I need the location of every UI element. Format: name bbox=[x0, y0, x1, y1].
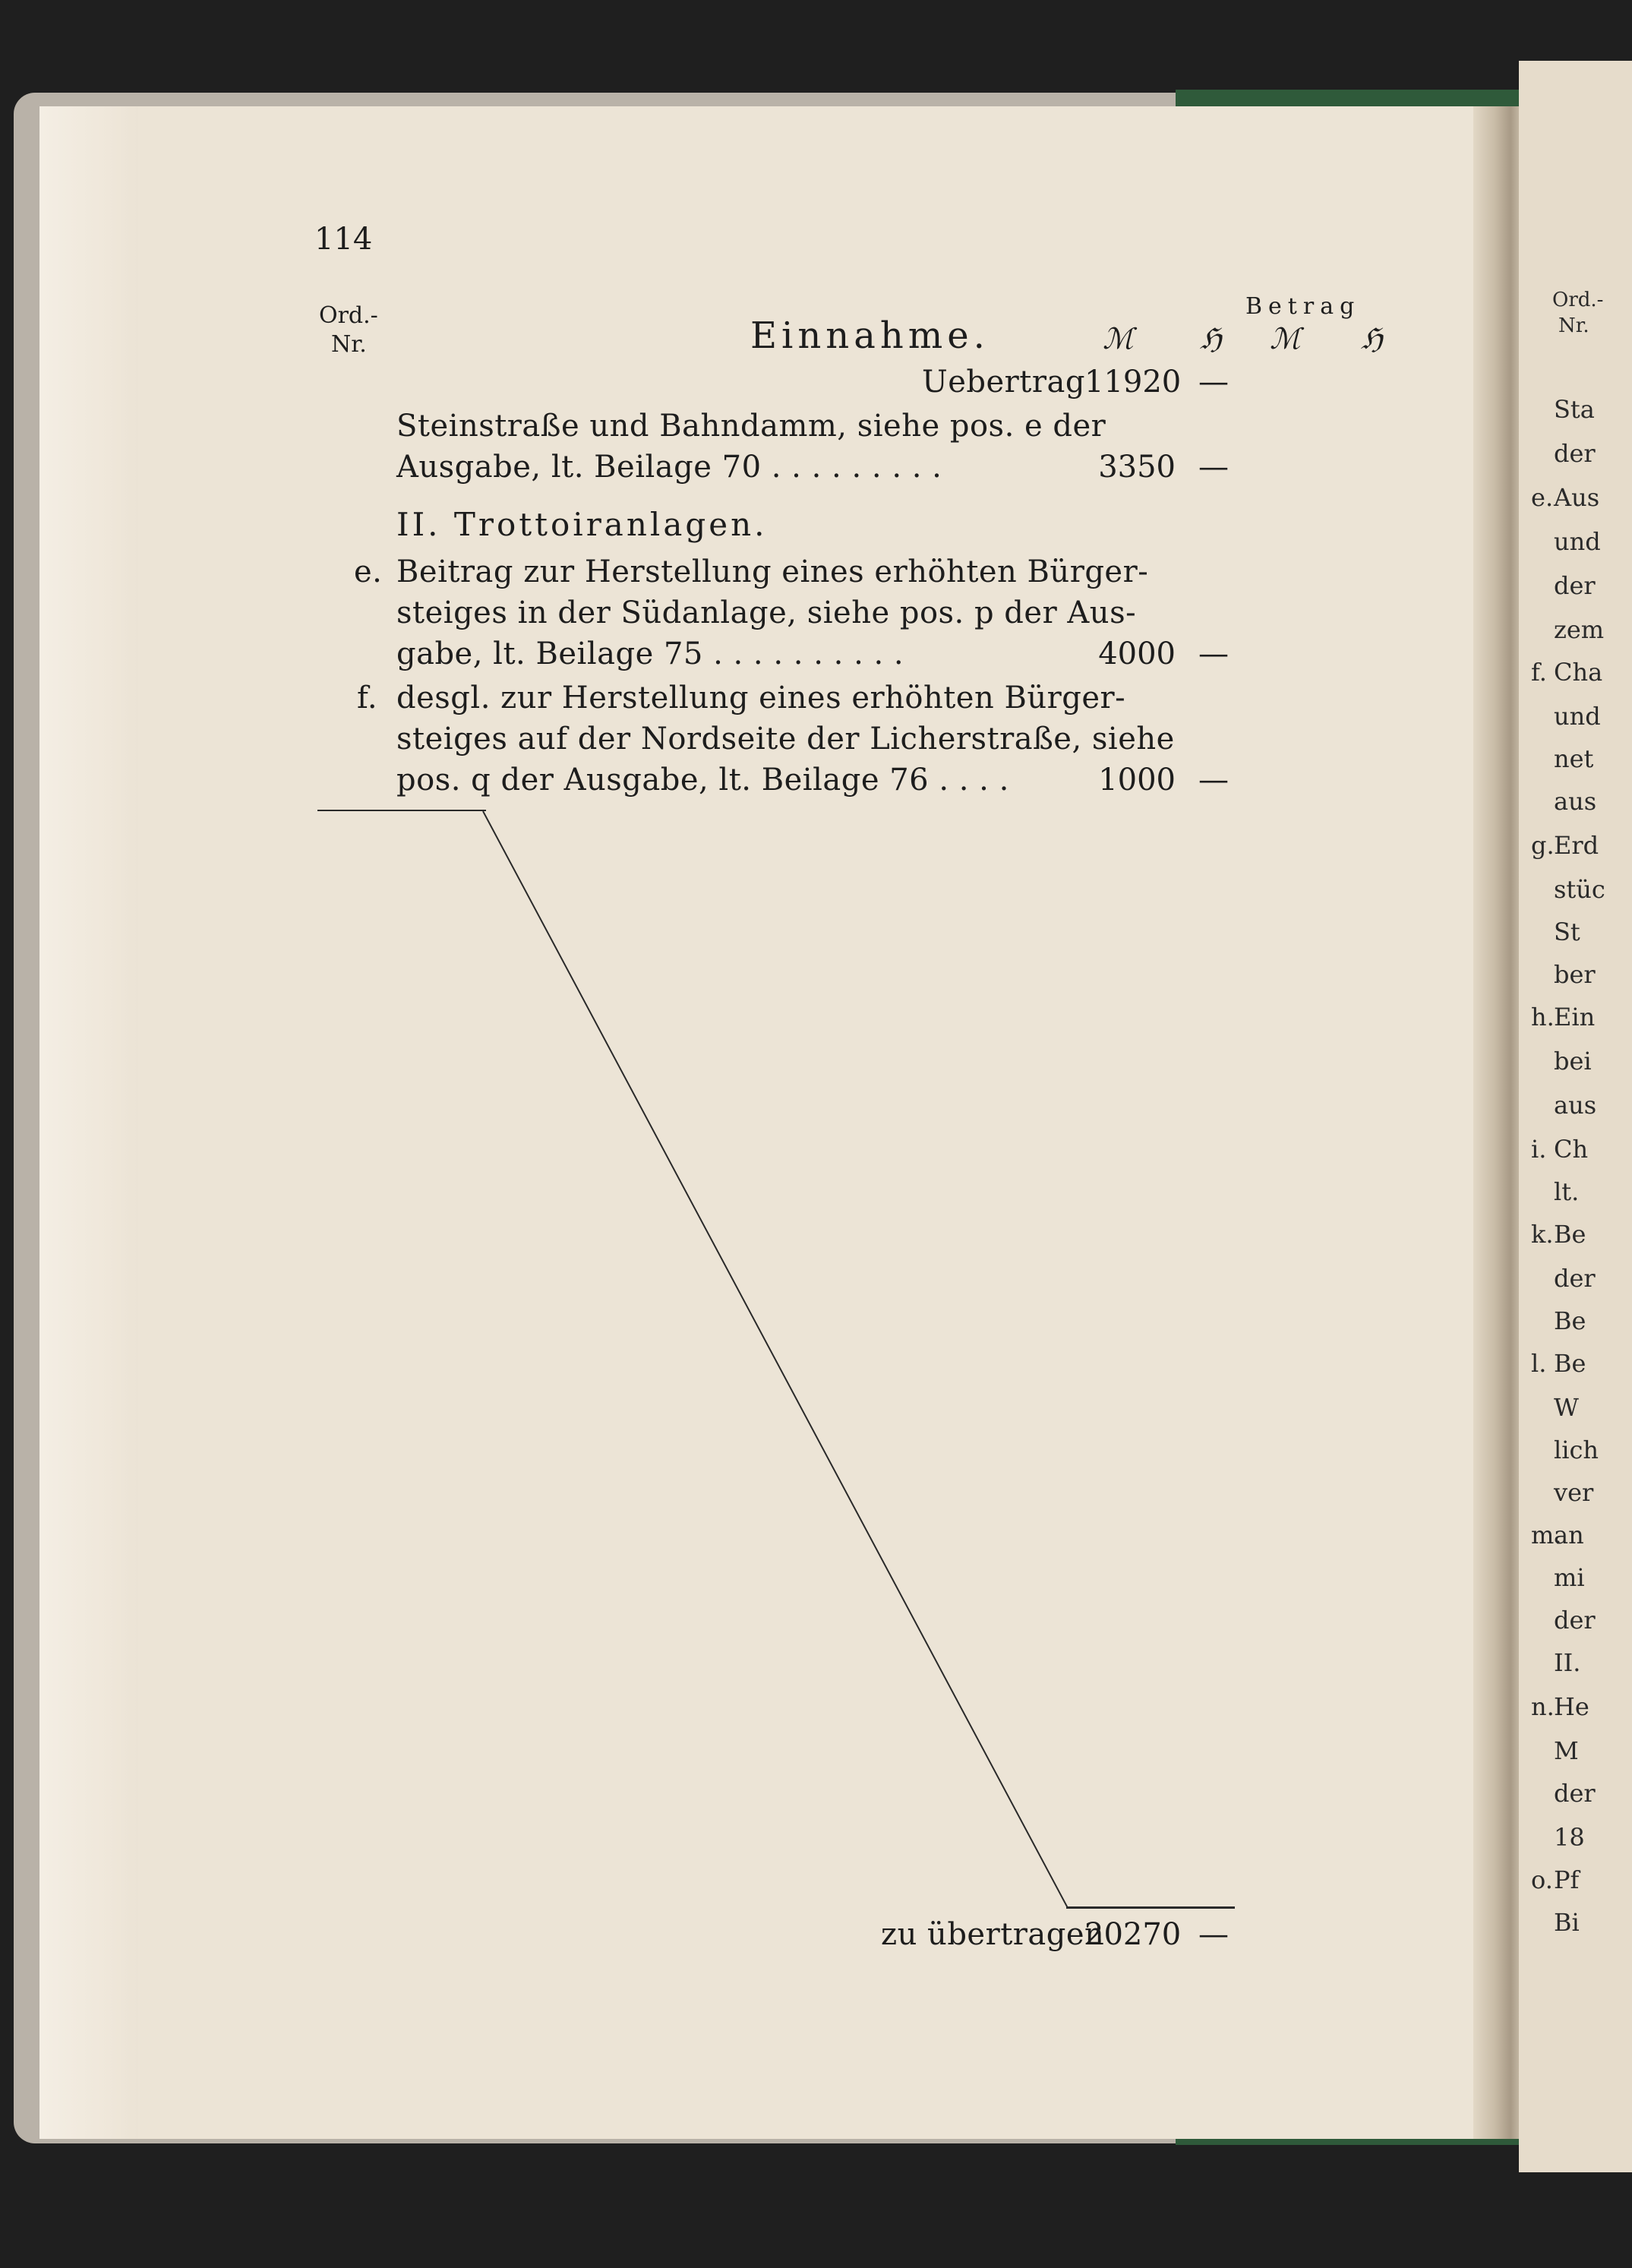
right-letter: h. bbox=[1531, 1003, 1555, 1031]
entry-e-line-1: Beitrag zur Herstellung eines erhöhten Bürger- bbox=[396, 554, 1149, 589]
steinstrasse-line-1: Steinstraße und Bahndamm, siehe pos. e der bbox=[396, 409, 1106, 444]
right-fragment: Be bbox=[1554, 1220, 1586, 1249]
right-letter: i. bbox=[1531, 1135, 1547, 1164]
right-fragment: St bbox=[1554, 918, 1580, 946]
ord-nr-label-2: Nr. bbox=[331, 331, 367, 358]
carry-label: zu übertragen bbox=[881, 1917, 1105, 1952]
right-fragment: bei bbox=[1554, 1047, 1592, 1076]
right-fragment: 18 bbox=[1554, 1823, 1585, 1852]
right-letter: l. bbox=[1531, 1349, 1547, 1378]
right-fragment: ber bbox=[1554, 960, 1596, 989]
right-fragment: aus bbox=[1554, 787, 1597, 816]
right-fragment: der bbox=[1554, 439, 1596, 468]
uebertrag-value: 11920 bbox=[1084, 365, 1182, 400]
uebertrag-dash: — bbox=[1198, 365, 1230, 400]
steinstrasse-value: 3350 bbox=[1098, 450, 1176, 485]
right-fragment: und bbox=[1554, 527, 1601, 556]
right-fragment: Be bbox=[1554, 1306, 1586, 1335]
ord-nr-label-1: Ord.- bbox=[319, 302, 378, 329]
right-fragment: lich bbox=[1554, 1436, 1599, 1464]
right-fragment: Sta bbox=[1554, 395, 1595, 424]
steinstrasse-dash: — bbox=[1198, 450, 1230, 485]
right-fragment: mi bbox=[1554, 1563, 1585, 1592]
unit-mark-header: ℳ bbox=[1103, 322, 1134, 355]
right-letter: k. bbox=[1531, 1220, 1554, 1249]
right-fragment: Bi bbox=[1554, 1908, 1580, 1937]
right-fragment: lt. bbox=[1554, 1177, 1580, 1206]
entry-e-letter: e. bbox=[354, 554, 383, 589]
unit-pf-header-2: ℌ bbox=[1361, 322, 1383, 355]
page-number: 114 bbox=[314, 222, 373, 257]
entry-f-letter: f. bbox=[357, 681, 378, 715]
right-fragment: Aus bbox=[1554, 483, 1600, 512]
entry-f-line-2: steiges auf der Nordseite der Licherstraße, siehe bbox=[396, 722, 1175, 757]
entry-f-dash: — bbox=[1198, 763, 1230, 798]
right-fragment: M bbox=[1554, 1736, 1579, 1765]
right-fragment: der bbox=[1554, 1606, 1596, 1635]
right-fragment: aus bbox=[1554, 1091, 1597, 1120]
right-letter: g. bbox=[1531, 831, 1555, 860]
entry-e-dash: — bbox=[1198, 636, 1230, 671]
right-fragment: He bbox=[1554, 1692, 1589, 1721]
right-letter: n. bbox=[1531, 1692, 1555, 1721]
right-fragment: W bbox=[1554, 1393, 1579, 1422]
right-fragment: an bbox=[1554, 1521, 1584, 1549]
section-heading-trottoiranlagen: II. Trottoiranlagen. bbox=[396, 506, 768, 543]
betrag-header: Betrag bbox=[1245, 293, 1361, 320]
sum-rule bbox=[1066, 1906, 1235, 1909]
unit-mark-header-2: ℳ bbox=[1270, 322, 1301, 355]
right-fragment: Ein bbox=[1554, 1003, 1596, 1031]
unit-pf-header: ℌ bbox=[1200, 322, 1222, 355]
entry-f-line-3: pos. q der Ausgabe, lt. Beilage 76 . . . . bbox=[396, 763, 1009, 798]
page-title: Einnahme. bbox=[750, 314, 990, 357]
short-rule bbox=[317, 810, 486, 811]
right-fragment: Pf bbox=[1554, 1865, 1580, 1894]
right-fragment: Ch bbox=[1554, 1135, 1589, 1164]
uebertrag-label: Uebertrag bbox=[922, 365, 1085, 400]
right-letter: m. bbox=[1531, 1521, 1562, 1549]
right-fragment: der bbox=[1554, 1779, 1596, 1808]
right-fragment: Be bbox=[1554, 1349, 1586, 1378]
right-fragment: und bbox=[1554, 702, 1601, 731]
right-letter: o. bbox=[1531, 1865, 1553, 1894]
entry-f-line-1: desgl. zur Herstellung eines erhöhten Bürger- bbox=[396, 681, 1126, 715]
right-fragment: II. bbox=[1554, 1648, 1581, 1677]
right-ord-label-1: Ord.- bbox=[1552, 289, 1604, 311]
right-ord-label-2: Nr. bbox=[1558, 314, 1589, 337]
right-fragment: Cha bbox=[1554, 658, 1603, 687]
right-fragment: der bbox=[1554, 1264, 1596, 1293]
right-fragment: der bbox=[1554, 571, 1596, 600]
entry-e-value: 4000 bbox=[1098, 636, 1176, 671]
right-fragment: zem bbox=[1554, 615, 1605, 644]
right-fragment: net bbox=[1554, 744, 1594, 773]
right-letter: e. bbox=[1531, 483, 1554, 512]
right-fragment: Erd bbox=[1554, 831, 1599, 860]
entry-e-line-3: gabe, lt. Beilage 75 . . . . . . . . . . bbox=[396, 636, 904, 671]
right-letter: f. bbox=[1531, 658, 1547, 687]
entry-e-line-2: steiges in der Südanlage, siehe pos. p der Aus- bbox=[396, 595, 1137, 630]
entry-f-value: 1000 bbox=[1098, 763, 1176, 798]
right-fragment: stüc bbox=[1554, 875, 1605, 904]
carry-dash: — bbox=[1198, 1917, 1230, 1952]
carry-value: 20270 bbox=[1084, 1917, 1182, 1952]
right-fragment: ver bbox=[1554, 1478, 1594, 1507]
steinstrasse-line-2: Ausgabe, lt. Beilage 70 . . . . . . . . . bbox=[396, 450, 942, 485]
